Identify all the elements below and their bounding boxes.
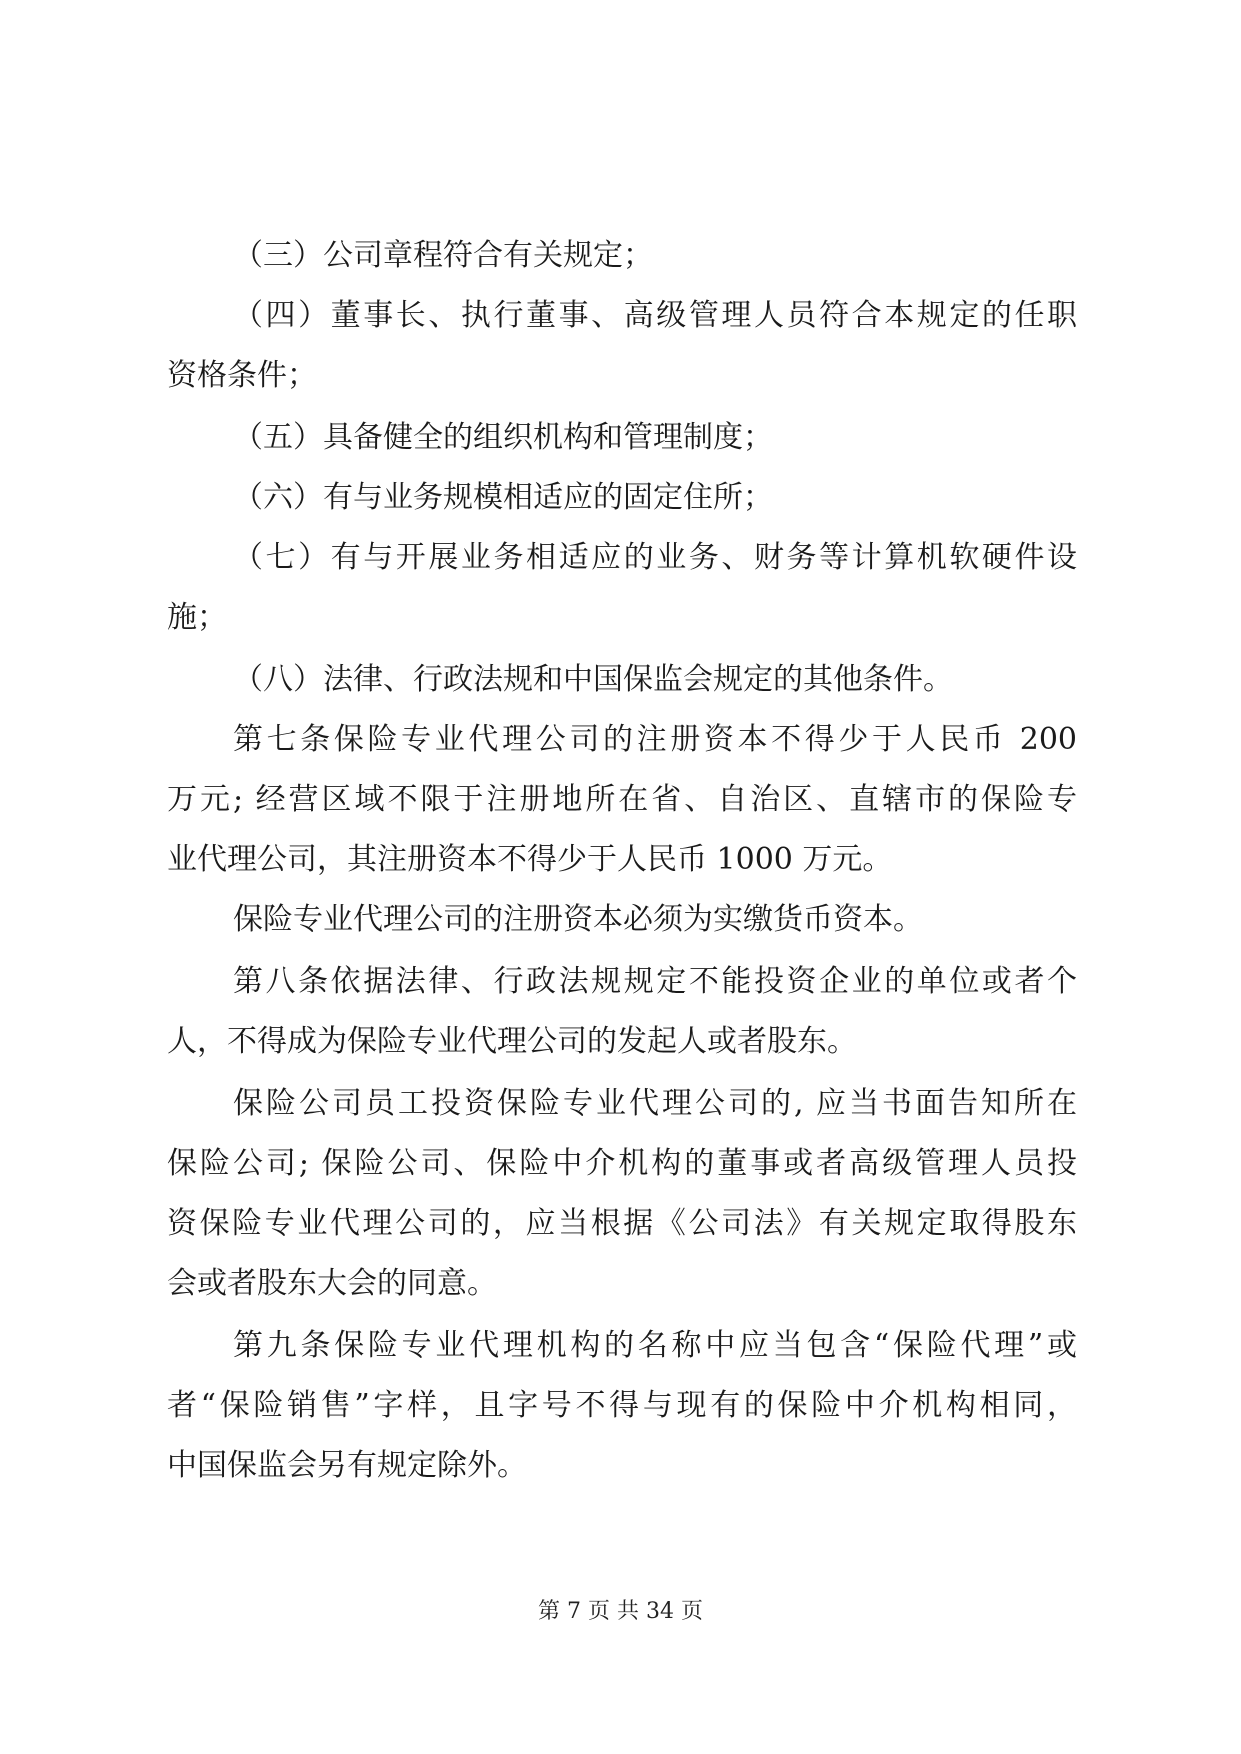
paragraph-item-4-line-2: 资格条件； — [167, 358, 317, 393]
article-9-line-1: 第九条保险专业代理机构的名称中应当包含“保险代理”或 — [233, 1328, 1077, 1363]
article-9-line-3: 中国保监会另有规定除外。 — [167, 1448, 527, 1483]
article-8-paragraph-2-line-1: 保险公司员工投资保险专业代理公司的, 应当书面告知所在 — [233, 1086, 1077, 1121]
paragraph-item-7-line-2: 施； — [167, 600, 227, 635]
article-7-line-1: 第七条保险专业代理公司的注册资本不得少于人民币 200 — [233, 722, 1077, 757]
article-7-paragraph-2: 保险专业代理公司的注册资本必须为实缴货币资本。 — [233, 902, 923, 937]
article-8-paragraph-2-line-2: 保险公司; 保险公司、保险中介机构的董事或者高级管理人员投 — [167, 1146, 1077, 1181]
article-7-line-3: 业代理公司，其注册资本不得少于人民币 1000 万元。 — [167, 842, 893, 877]
paragraph-item-4-line-1: （四）董事长、执行董事、高级管理人员符合本规定的任职 — [233, 298, 1077, 333]
paragraph-item-5: （五）具备健全的组织机构和管理制度； — [233, 420, 773, 455]
page-footer: 第 7 页 共 34 页 — [538, 1599, 703, 1624]
paragraph-item-3: （三）公司章程符合有关规定； — [233, 238, 653, 273]
paragraph-item-6: （六）有与业务规模相适应的固定住所； — [233, 480, 773, 515]
paragraph-item-8: （八）法律、行政法规和中国保监会规定的其他条件。 — [233, 662, 953, 697]
article-8-line-1: 第八条依据法律、行政法规规定不能投资企业的单位或者个 — [233, 964, 1077, 999]
article-8-line-2: 人，不得成为保险专业代理公司的发起人或者股东。 — [167, 1024, 857, 1059]
article-7-line-2: 万元; 经营区域不限于注册地所在省、自治区、直辖市的保险专 — [167, 782, 1077, 817]
paragraph-item-7-line-1: （七）有与开展业务相适应的业务、财务等计算机软硬件设 — [233, 540, 1077, 575]
article-8-paragraph-2-line-3: 资保险专业代理公司的，应当根据《公司法》有关规定取得股东 — [167, 1206, 1077, 1241]
article-8-paragraph-2-line-4: 会或者股东大会的同意。 — [167, 1266, 497, 1301]
article-9-line-2: 者“保险销售”字样，且字号不得与现有的保险中介机构相同， — [167, 1388, 1077, 1423]
